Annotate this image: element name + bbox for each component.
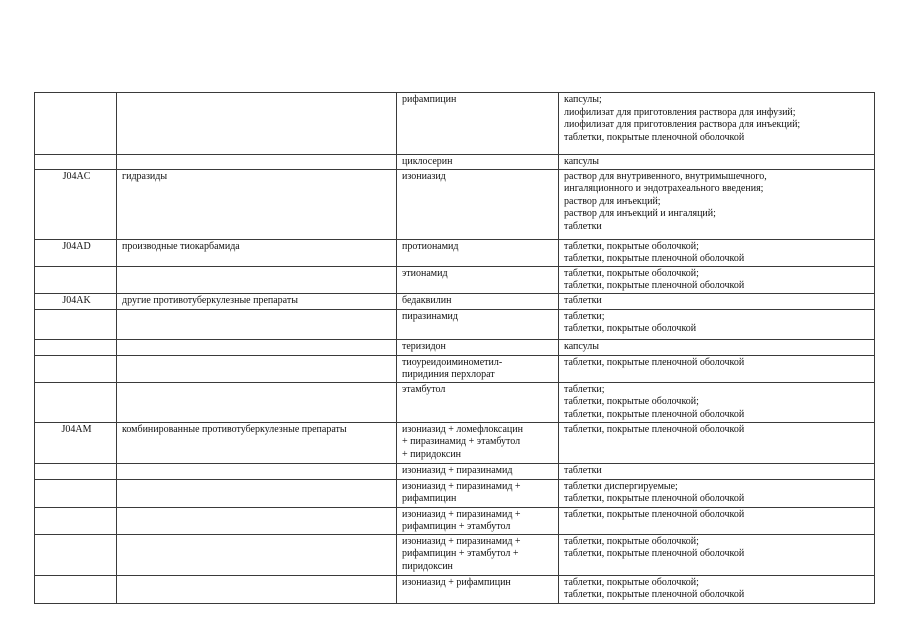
atc-code-cell: [35, 155, 117, 170]
group-name-cell: [117, 339, 397, 355]
atc-code-cell: [35, 309, 117, 339]
atc-code-cell: J04AK: [35, 293, 117, 309]
group-name-cell: [117, 479, 397, 507]
drug-name-cell: тиоуреидоиминометил- пиридиния перхлорат: [397, 355, 559, 382]
table-row: [35, 155, 875, 170]
group-name-cell: [117, 266, 397, 293]
atc-code-cell: [35, 534, 117, 575]
table-row: [35, 293, 875, 309]
dosage-form-cell: таблетки, покрытые пленочной оболочкой: [559, 507, 875, 534]
group-name-cell: [117, 382, 397, 422]
drug-name-cell: протионамид: [397, 239, 559, 266]
dosage-form-cell: таблетки, покрытые пленочной оболочкой: [559, 355, 875, 382]
atc-code-cell: [35, 93, 117, 155]
table-row: [35, 339, 875, 355]
drug-name-cell: бедаквилин: [397, 293, 559, 309]
group-name-cell: [117, 93, 397, 155]
group-name-cell: [117, 355, 397, 382]
table-row: [35, 575, 875, 603]
dosage-form-cell: капсулы; лиофилизат для приготовления раствора для инфузий; лиофилизат для приготовления раствора для инъекций; таблетки, покрытые пленочной оболочкой: [559, 93, 875, 155]
table-row: [35, 463, 875, 479]
atc-code-cell: [35, 355, 117, 382]
dosage-form-cell: таблетки, покрытые оболочкой; таблетки, покрытые пленочной оболочкой: [559, 266, 875, 293]
atc-code-cell: J04AM: [35, 422, 117, 463]
table-row: [35, 382, 875, 422]
group-name-cell: [117, 507, 397, 534]
atc-code-cell: [35, 463, 117, 479]
dosage-form-cell: таблетки: [559, 463, 875, 479]
dosage-form-cell: таблетки, покрытые пленочной оболочкой: [559, 422, 875, 463]
dosage-form-cell: раствор для внутривенного, внутримышечного, ингаляционного и эндотрахеального введения; раствор для инъекций; раствор для инъекций и ингаляций; таблетки: [559, 169, 875, 239]
group-name-cell: [117, 155, 397, 170]
drug-name-cell: изониазид + пиразинамид: [397, 463, 559, 479]
group-name-cell: гидразиды: [117, 169, 397, 239]
group-name-cell: [117, 463, 397, 479]
atc-code-cell: J04AC: [35, 169, 117, 239]
dosage-form-cell: капсулы: [559, 339, 875, 355]
atc-code-cell: [35, 575, 117, 603]
table-row: [35, 355, 875, 382]
atc-code-cell: [35, 382, 117, 422]
drug-name-cell: изониазид + пиразинамид + рифампицин + этамбутол: [397, 507, 559, 534]
group-name-cell: [117, 309, 397, 339]
drug-name-cell: изониазид + рифампицин: [397, 575, 559, 603]
table-row: [35, 479, 875, 507]
drug-name-cell: изониазид + пиразинамид + рифампицин: [397, 479, 559, 507]
atc-code-cell: J04AD: [35, 239, 117, 266]
drug-name-cell: циклосерин: [397, 155, 559, 170]
drug-name-cell: теризидон: [397, 339, 559, 355]
dosage-form-cell: таблетки, покрытые оболочкой; таблетки, покрытые пленочной оболочкой: [559, 575, 875, 603]
atc-code-cell: [35, 507, 117, 534]
drug-name-cell: изониазид: [397, 169, 559, 239]
dosage-form-cell: таблетки; таблетки, покрытые оболочкой: [559, 309, 875, 339]
group-name-cell: [117, 575, 397, 603]
table-row: [35, 309, 875, 339]
drug-name-cell: изониазид + пиразинамид + рифампицин + этамбутол + пиридоксин: [397, 534, 559, 575]
group-name-cell: комбинированные противотуберкулезные препараты: [117, 422, 397, 463]
drug-name-cell: изониазид + ломефлоксацин + пиразинамид + этамбутол + пиридоксин: [397, 422, 559, 463]
group-name-cell: другие противотуберкулезные препараты: [117, 293, 397, 309]
drug-name-cell: рифампицин: [397, 93, 559, 155]
dosage-form-cell: таблетки, покрытые оболочкой; таблетки, покрытые пленочной оболочкой: [559, 239, 875, 266]
table-row: [35, 266, 875, 293]
group-name-cell: [117, 534, 397, 575]
drug-name-cell: этионамид: [397, 266, 559, 293]
drug-name-cell: пиразинамид: [397, 309, 559, 339]
table-row: [35, 169, 875, 239]
dosage-form-cell: капсулы: [559, 155, 875, 170]
atc-code-cell: [35, 479, 117, 507]
dosage-form-cell: таблетки: [559, 293, 875, 309]
table-row: [35, 93, 875, 155]
dosage-form-cell: таблетки, покрытые оболочкой; таблетки, покрытые пленочной оболочкой: [559, 534, 875, 575]
atc-code-cell: [35, 266, 117, 293]
table-row: [35, 239, 875, 266]
group-name-cell: производные тиокарбамида: [117, 239, 397, 266]
table-row: [35, 507, 875, 534]
dosage-form-cell: таблетки; таблетки, покрытые оболочкой; таблетки, покрытые пленочной оболочкой: [559, 382, 875, 422]
drug-name-cell: этамбутол: [397, 382, 559, 422]
drug-table: [34, 92, 875, 604]
table-row: [35, 422, 875, 463]
table-row: [35, 534, 875, 575]
atc-code-cell: [35, 339, 117, 355]
dosage-form-cell: таблетки диспергируемые; таблетки, покрытые пленочной оболочкой: [559, 479, 875, 507]
